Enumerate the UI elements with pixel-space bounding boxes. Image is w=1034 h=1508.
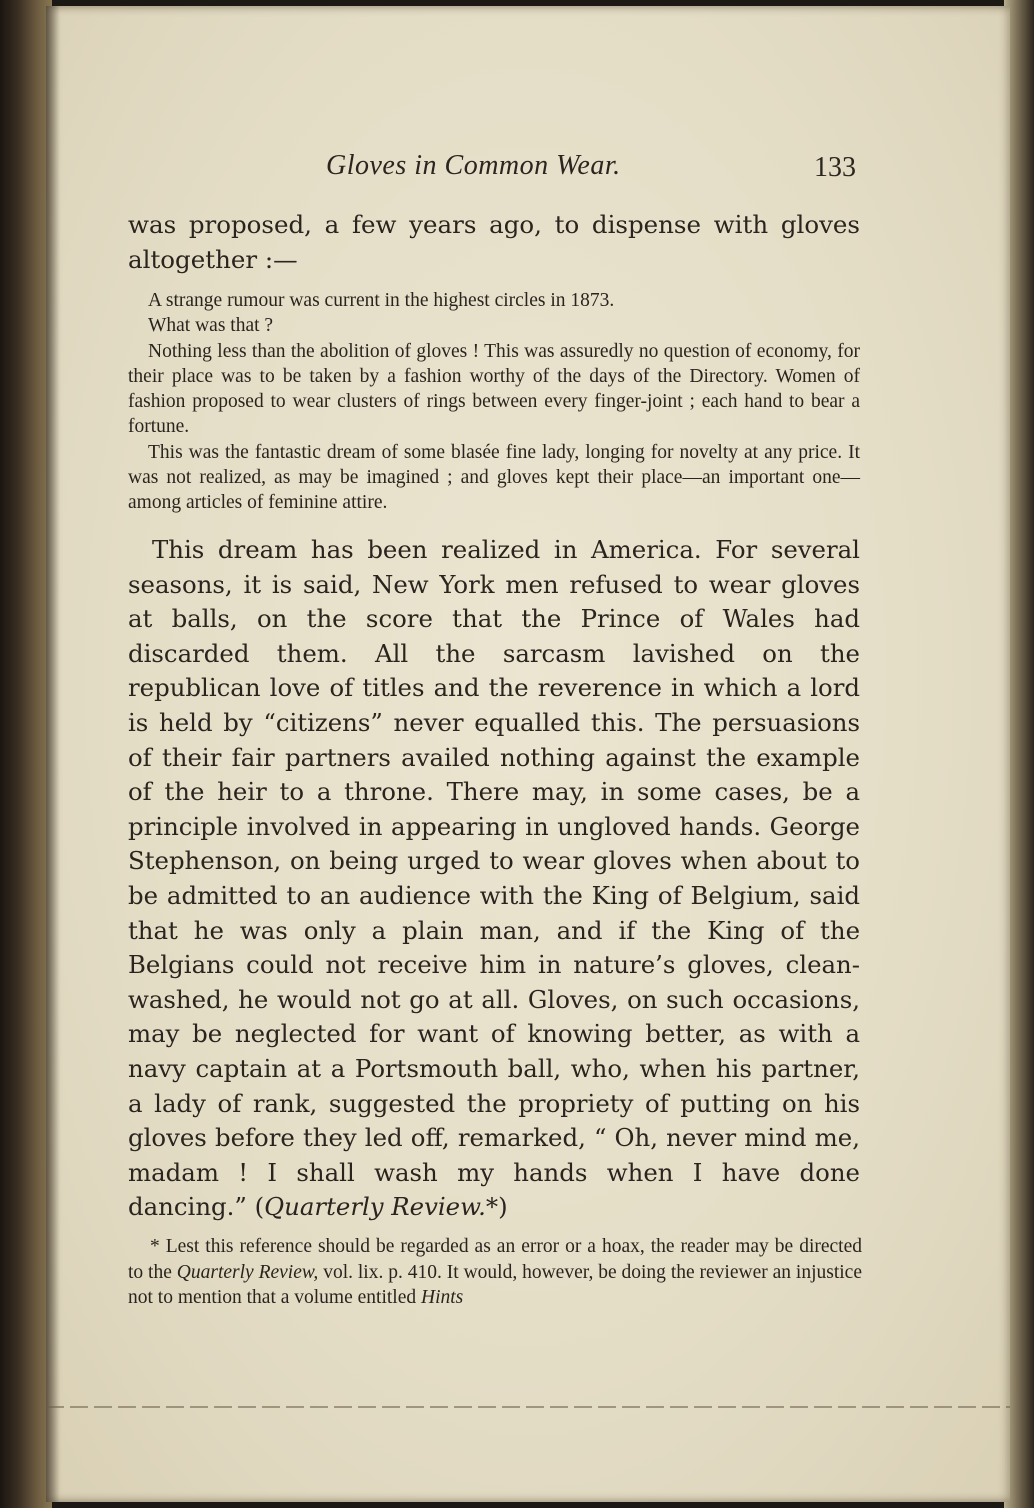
footnote-text: * Lest this reference should be regarded as an error or a hoax, the reader may be directed to the (128, 1236, 862, 1283)
footnote-text: vol. lix. p. 410. It would, however, be doing the reviewer an injustice not to mention that a volume entitled (128, 1261, 862, 1308)
book-spine (0, 0, 52, 1508)
footnote-italic: Hints (421, 1287, 464, 1308)
block-quote (128, 288, 860, 516)
quote-line: What was that ? (148, 315, 274, 337)
book-page (46, 6, 1010, 1502)
quote-line: A strange rumour was current in the highest circles in 1873. (148, 290, 615, 311)
lead-paragraph: was proposed, a few years ago, to dispense with gloves altogether :— (128, 210, 860, 274)
citation: Quarterly Review.* (264, 1192, 499, 1222)
citation-open: ( (254, 1192, 265, 1222)
citation-close: ) (498, 1192, 508, 1222)
bottom-rule (46, 1406, 1010, 1408)
gutter-shadow (46, 6, 60, 1502)
running-title: Gloves in Common Wear. (326, 150, 621, 181)
main-paragraph (128, 533, 860, 1225)
quote-paragraph: This was the fantastic dream of some blasée fine lady, longing for novelty at any price. It was not realized, as may be imagined ; and gloves kept their place—an important one—among articles of feminine attire. (128, 441, 860, 514)
page-number: 133 (814, 152, 856, 183)
footnote-italic: Quarterly Review, (176, 1261, 319, 1283)
main-paragraph-text: This dream has been realized in America. For several seasons, it is said, New York men refused to wear gloves at balls, on the score that the Prince of Wales had discarded them. All the sarcasm lavished on the republican love of titles and the reverence in which a lord is held by “citizens” never equalled this. The persuasions of their fair partners availed nothing against the example of the heir to a throne. There may, in some cases, be a principle involved in appearing in ungloved hands. George Stephenson, on being urged to wear gloves when about to be admitted to an audience with the King of Belgium, said that he was only a plain man, and if the King of the Belgians could not receive him in nature’s gloves, clean-washed, he would not go at all. Gloves, on such occasions, may be neglected for want of knowing better, as with a navy captain at a Portsmouth ball, who, when his partner, a lady of rank, suggested the propriety of putting on his gloves before they led off, remarked, “ Oh, never mind me, madam ! I shall wash my hands when I have done dancing.” (128, 535, 860, 1222)
quote-paragraph: Nothing less than the abolition of gloves ! This was assuredly no question of economy, for their place was to be taken by a fashion worthy of the days of the Directory. Women of fashion proposed to wear clusters of rings between every finger-joint ; each hand to bear a fortune. (128, 340, 860, 438)
footnote (128, 1234, 862, 1311)
